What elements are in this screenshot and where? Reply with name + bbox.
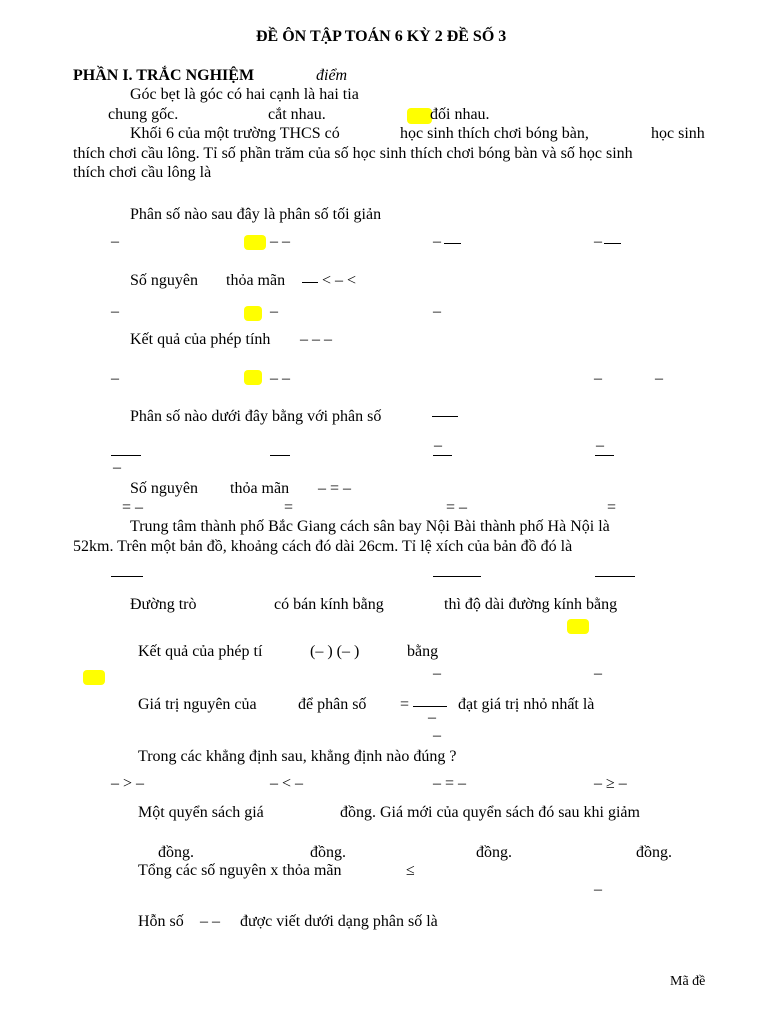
q14-stem: Tổng các số nguyên x thỏa mãn [138,862,342,879]
q2-stem-3: thích chơi cầu lông là [73,164,212,181]
q4-stem-b: thỏa mãn [226,272,286,289]
q3-option-d: – [594,233,602,250]
fraction-bar [413,706,447,707]
q13-stem-a: Một quyển sách giá [138,804,264,821]
q13-stem-b: đồng. Giá mới của quyển sách đó sau khi giảm [340,804,640,821]
q9-stem-b: có bán kính bằng [274,596,384,613]
q7-option-b: = [284,499,294,516]
answer-highlight [244,306,262,321]
q10-stem-a: Kết quả của phép tí [138,643,263,660]
q1-option-a: chung gốc. [108,106,179,123]
answer-highlight [407,108,432,124]
q3-option-b: – – [270,233,290,250]
q11-stem-b: để phân số [298,696,367,713]
q7-option-d: = [607,499,617,516]
q10-option-d: – [594,665,602,682]
fraction-bar [433,455,452,456]
q11-frac-bottom: – [428,709,436,726]
q10-stem-b: bằng [407,643,439,660]
fraction-bar [595,576,635,577]
q11-below: – [433,727,441,744]
q13-option-d: đồng. [636,844,672,861]
q7-option-a: = – [122,499,144,516]
fraction-bar [111,576,143,577]
q14-option-d: – [594,881,602,898]
q2-stem-1a: Khối 6 của một trường THCS có [130,125,340,142]
q6-stem: Phân số nào dưới đây bằng với phân số [130,408,382,425]
q12-option-a: – > – [111,775,145,792]
q11-stem-eq: = [400,696,410,713]
part-heading: PHẦN I. TRẮC NGHIỆM [73,67,255,84]
exam-code-label: Mã đề [670,974,706,989]
answer-highlight [244,370,262,385]
q4-stem-expr: < – < [322,272,357,289]
q4-stem-a: Số nguyên [130,272,198,289]
fraction-bar [604,243,621,244]
q2-stem-1b: học sinh thích chơi bóng bàn, [400,125,589,142]
q13-option-a: đồng. [158,844,194,861]
fraction-bar [444,243,461,244]
q7-stem-b: thỏa mãn [230,480,290,497]
q10-stem-expr: (– ) (– ) [310,643,360,660]
q5-stem-expr: – – – [300,331,332,348]
fraction-bar [111,455,141,456]
q5-option-c: – [594,370,602,387]
q14-stem-sym: ≤ [406,862,415,879]
q5-option-a: – [111,370,119,387]
q5-option-d: – [655,370,663,387]
q2-stem-1c: học sinh [651,125,705,142]
q6-option-c-sign: – [434,437,442,454]
fraction-bar [302,282,318,283]
q15-stem-a: Hỗn số [138,913,184,930]
answer-highlight [244,235,266,250]
q15-stem-b: được viết dưới dạng phân số là [240,913,438,930]
q9-stem-c: thì độ dài đường kính bằng [444,596,618,613]
fraction-bar [595,455,614,456]
fraction-bar [433,576,481,577]
q1-stem: Góc bẹt là góc có hai cạnh là hai tia [130,86,359,103]
score-note: điểm [316,67,348,84]
fraction-bar [432,416,458,417]
q5-option-b: – – [270,370,290,387]
q2-stem-2: thích chơi cầu lông. Tỉ số phần trăm của số học sinh thích chơi bóng bàn và số học sinh [73,145,633,162]
q12-stem: Trong các khẳng định sau, khẳng định nào đúng ? [138,748,457,765]
document-title: ĐỀ ÔN TẬP TOÁN 6 KỲ 2 ĐỀ SỐ 3 [256,28,507,45]
q5-stem: Kết quả của phép tính [130,331,271,348]
q11-stem-a: Giá trị nguyên của [138,696,257,713]
q13-option-c: đồng. [476,844,512,861]
q8-stem-2: 52km. Trên một bản đồ, khoảng cách đó dài 26cm. Tỉ lệ xích của bản đồ đó là [73,538,573,555]
answer-highlight [83,670,105,685]
answer-highlight [567,619,589,634]
q12-option-b: – < – [270,775,304,792]
q15-stem-expr: – – [200,913,220,930]
q3-stem: Phân số nào sau đây là phân số tối giản [130,206,382,223]
q1-option-b: cắt nhau. [268,106,326,123]
q3-option-a: – [111,233,119,250]
q4-option-b: – [270,303,278,320]
q12-option-c: – = – [433,775,467,792]
q10-option-c: – [433,665,441,682]
q4-option-a: – [111,303,119,320]
q12-option-d: – ≥ – [594,775,627,792]
q1-option-c: đối nhau. [430,106,490,123]
q7-option-c: = – [446,499,468,516]
q6-option-a-sign: – [113,459,121,476]
fraction-bar [270,455,290,456]
q7-stem-a: Số nguyên [130,480,198,497]
q13-option-b: đồng. [310,844,346,861]
q9-stem-a: Đường trò [130,596,197,613]
q3-option-c: – [433,233,441,250]
q11-stem-c: đạt giá trị nhỏ nhất là [458,696,595,713]
q4-option-c: – [433,303,441,320]
q8-stem-1: Trung tâm thành phố Bắc Giang cách sân bay Nội Bài thành phố Hà Nội là [130,518,610,535]
q7-stem-expr: – = – [318,480,352,497]
q6-option-d-sign: – [596,437,604,454]
